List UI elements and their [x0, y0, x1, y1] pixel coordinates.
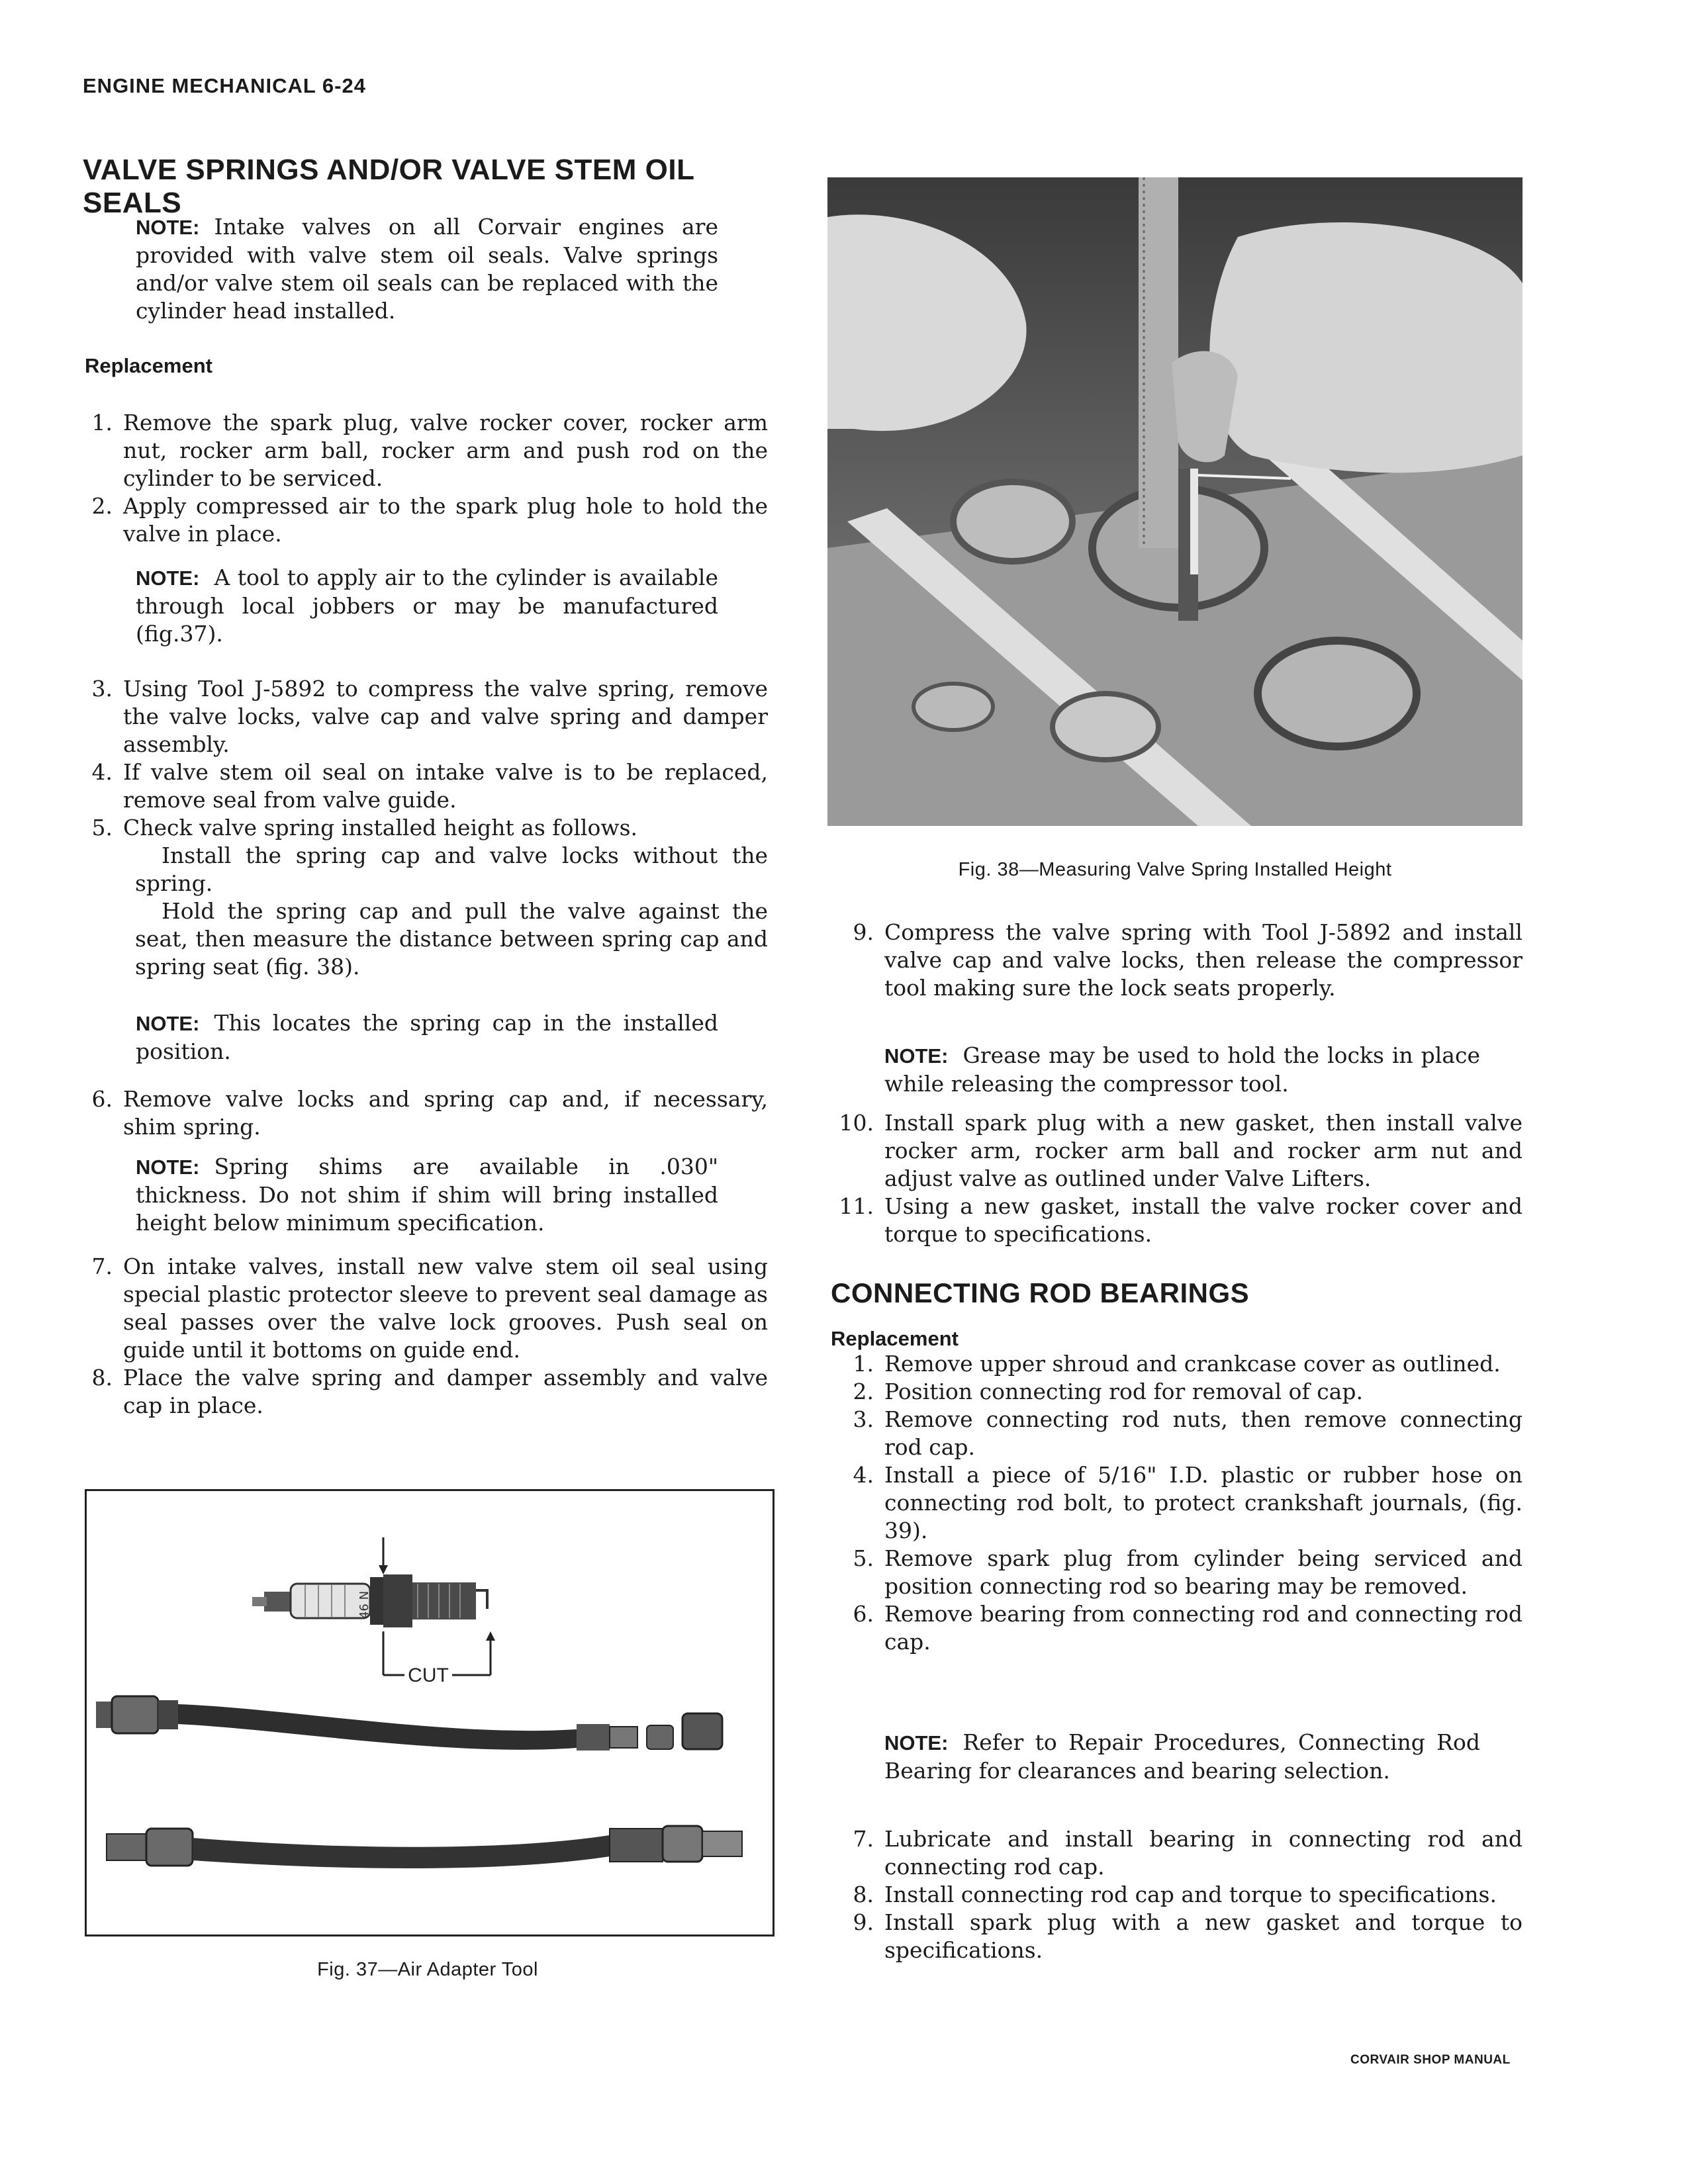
note-text: Grease may be used to hold the locks in place while releasing the compressor tool. [884, 1042, 1480, 1097]
page-header: ENGINE MECHANICAL 6-24 [83, 74, 366, 97]
hand-icon [1209, 222, 1523, 473]
list-item: 1. Remove upper shroud and crankcase cover as outlined. [853, 1351, 1501, 1377]
list-item: 4. Install a piece of 5/16" I.D. plastic or rubber hose on connecting rod bolt, to protect crankshaft journals, (fig. 39). [853, 1462, 1523, 1543]
note-air-tool [136, 564, 718, 648]
step5-paragraph-1: Install the spring cap and valve locks without the spring. [135, 842, 768, 896]
note-spring-shims [136, 1153, 718, 1237]
steps-list-rod-7-9 [827, 1825, 1523, 1964]
list-item: 9. Compress the valve spring with Tool J-5892 and install valve cap and valve locks, then release the compressor tool making sure the lock seats properly. [853, 919, 1523, 1001]
section-title-valve-springs: VALVE SPRINGS AND/OR VALVE STEM OIL SEALS [83, 154, 694, 219]
list-item: 3. Remove connecting rod nuts, then remove connecting rod cap. [853, 1406, 1523, 1460]
list-item: 10. Install spark plug with a new gasket, then install valve rocker arm, rocker arm ball and rocker arm nut and adjust valve as outlined under Valve Lifters. [839, 1110, 1523, 1191]
list-item: 1. Remove the spark plug, valve rocker cover, rocker arm nut, rocker arm ball, rocker arm and push rod on the cylinder to be serviced. [91, 410, 768, 491]
list-item: 2. Apply compressed air to the spark plug hole to hold the valve in place. [91, 493, 768, 547]
hose-assembly-icon [96, 1696, 722, 1751]
steps-list-rod-1-6 [827, 1350, 1523, 1656]
note-label: NOTE: [136, 1012, 200, 1035]
air-adapter-tool-illustration [87, 1491, 773, 1934]
note-grease [884, 1042, 1480, 1098]
note-text: This locates the spring cap in the installed position. [136, 1010, 718, 1064]
note-label: NOTE: [884, 1731, 949, 1754]
list-item: 6. Remove valve locks and spring cap and, if necessary, shim spring. [91, 1086, 768, 1140]
plug-marking: 46 N [357, 1590, 371, 1619]
list-item: 3. Using Tool J-5892 to compress the valve spring, remove the valve locks, valve cap and valve spring and damper assembly. [91, 676, 768, 757]
steps-list-10-11 [827, 1109, 1523, 1248]
list-item: 5. Remove spark plug from cylinder being serviced and position connecting rod so bearing may be removed. [853, 1545, 1523, 1599]
list-item: 7. On intake valves, install new valve stem oil seal using special plastic protector sleeve to prevent seal damage as seal passes over the valve lock grooves. Push seal on guide until it bottoms on guide end. [91, 1253, 768, 1363]
steps-list-6 [78, 1085, 768, 1141]
note-repair-procedures [884, 1729, 1480, 1785]
valve-spring-measurement-photo [827, 177, 1523, 826]
figure-37-caption: Fig. 37—Air Adapter Tool [317, 1959, 538, 1980]
note-spring-cap [136, 1009, 718, 1066]
cut-label: CUT [408, 1664, 449, 1686]
note-text: A tool to apply air to the cylinder is available through local jobbers or may be manufactured (fig.37). [136, 565, 718, 647]
note-label: NOTE: [136, 567, 200, 590]
list-item: 5. Check valve spring installed height as follows. [91, 815, 638, 841]
valve-port-icon [1258, 641, 1417, 747]
figure-38-caption: Fig. 38—Measuring Valve Spring Installed Height [958, 859, 1392, 880]
list-item: 8. Install connecting rod cap and torque to specifications. [853, 1882, 1497, 1907]
hose-assembly-icon [107, 1826, 742, 1868]
steps-list-9 [827, 919, 1523, 1002]
list-item: 4. If valve stem oil seal on intake valve is to be replaced, remove seal from valve guide. [91, 759, 768, 813]
note-label: NOTE: [136, 1156, 200, 1179]
note-label: NOTE: [136, 216, 200, 239]
note-text: Spring shims are available in .030" thickness. Do not shim if shim will bring installed height below minimum specification. [136, 1154, 718, 1236]
subhead-replacement: Replacement [831, 1327, 959, 1350]
list-item: 7. Lubricate and install bearing in connecting rod and connecting rod cap. [853, 1826, 1523, 1880]
steps-list-3-5 [78, 675, 768, 981]
list-item: 9. Install spark plug with a new gasket and torque to specifications. [853, 1909, 1523, 1963]
note-text: Refer to Repair Procedures, Connecting Rod Bearing for clearances and bearing selection. [884, 1729, 1480, 1784]
note-text: Intake valves on all Corvair engines are provided with valve stem oil seals. Valve springs and/or valve stem oil seals can be replaced with the cylinder head installed. [136, 214, 718, 324]
note-label: NOTE: [884, 1044, 949, 1068]
figure-37-air-adapter-tool [85, 1489, 774, 1936]
page-footer: CORVAIR SHOP MANUAL [1350, 2053, 1511, 2067]
list-item: 6. Remove bearing from connecting rod and connecting rod cap. [853, 1601, 1523, 1655]
section-title-connecting-rod-bearings: CONNECTING ROD BEARINGS [831, 1277, 1250, 1308]
steps-list-1-2 [78, 409, 768, 548]
step5-paragraph-2: Hold the spring cap and pull the valve against the seat, then measure the distance between spring cap and spring seat (fig. 38). [135, 898, 768, 979]
list-item: 8. Place the valve spring and damper assembly and valve cap in place. [91, 1365, 768, 1418]
list-item: 11. Using a new gasket, install the valve rocker cover and torque to specifications. [839, 1193, 1523, 1247]
subhead-replacement: Replacement [85, 354, 212, 377]
note-oil-seals [136, 213, 718, 325]
valve-port-icon [953, 482, 1072, 561]
steps-list-7-8 [78, 1253, 768, 1420]
list-item: 2. Position connecting rod for removal of cap. [853, 1379, 1363, 1404]
figure-38-photo [827, 177, 1523, 826]
